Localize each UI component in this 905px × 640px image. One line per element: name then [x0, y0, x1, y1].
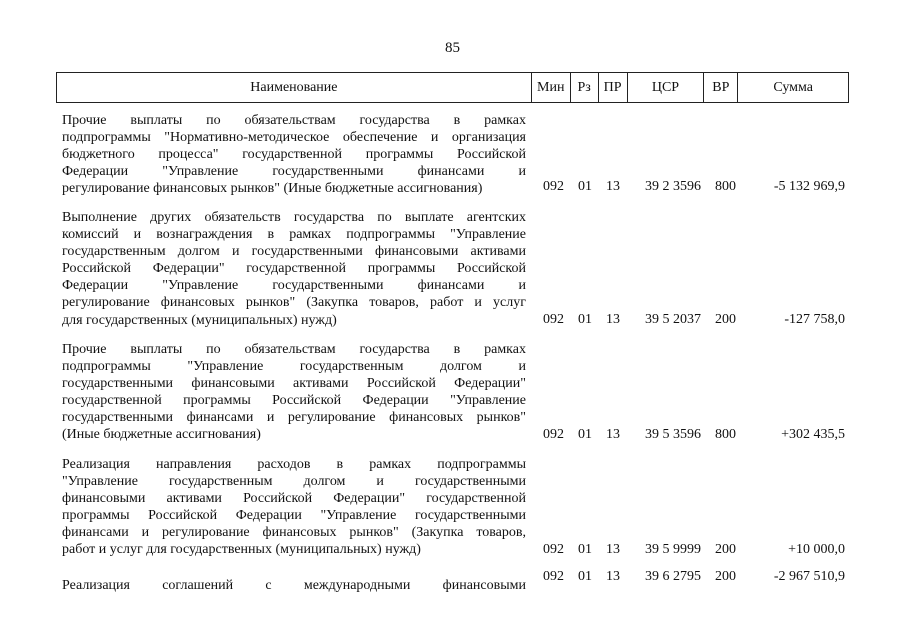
- cell-csr: 39 2 3596: [645, 179, 701, 194]
- description-line: бюджетного процесса" государственной программы Российской: [62, 147, 526, 163]
- cell-rz: 01: [578, 427, 592, 442]
- cell-pr: 13: [606, 569, 620, 584]
- cell-min: 092: [543, 542, 564, 557]
- cell-sum: -5 132 969,9: [773, 179, 845, 194]
- description-line: Российской Федерации" государственной программы Российской: [62, 261, 526, 277]
- description-line: Федерации "Управление государственными финансами и: [62, 278, 526, 294]
- cell-rz: 01: [578, 312, 592, 327]
- description-line: Реализация соглашений с международными финансовыми: [62, 578, 526, 593]
- cell-pr: 13: [606, 312, 620, 327]
- cell-rz: 01: [578, 542, 592, 557]
- description-line: "Управление государственным долгом и государственными: [62, 474, 526, 490]
- cell-min: 092: [543, 179, 564, 194]
- row-description: [62, 341, 526, 444]
- cell-csr: 39 6 2795: [645, 569, 701, 584]
- description-line: регулирование финансовых рынков" (Иные бюджетные ассигнования): [62, 181, 483, 197]
- cell-vr: 200: [715, 569, 736, 584]
- cell-vr: 200: [715, 542, 736, 557]
- cell-rz: 01: [578, 569, 592, 584]
- cell-csr: 39 5 3596: [645, 427, 701, 442]
- header-sum: Сумма: [737, 73, 848, 102]
- cell-rz: 01: [578, 179, 592, 194]
- description-line: Федерации "Управление государственными финансами и: [62, 164, 526, 180]
- cell-csr: 39 5 2037: [645, 312, 701, 327]
- cell-vr: 200: [715, 312, 736, 327]
- header-vr: ВР: [703, 73, 737, 102]
- description-line: Прочие выплаты по обязательствам государства в рамках: [62, 342, 526, 357]
- header-min: Мин: [531, 73, 570, 102]
- cell-min: 092: [543, 569, 564, 584]
- description-line: государственными финансовыми активами Российской Федерации": [62, 376, 526, 392]
- description-line: государственной программы Российской Федерации "Управление: [62, 393, 526, 409]
- description-line: программы Российской Федерации "Управление государственными: [62, 508, 526, 524]
- cell-sum: +10 000,0: [788, 542, 845, 557]
- cell-pr: 13: [606, 179, 620, 194]
- description-line: государственным долгом и государственными финансовыми активами: [62, 244, 526, 260]
- description-line: Прочие выплаты по обязательствам государства в рамках: [62, 113, 526, 128]
- header-name: Наименование: [250, 79, 338, 95]
- description-line: регулирование финансовых рынков" (Закупка товаров, работ и услуг: [62, 295, 526, 311]
- cell-sum: +302 435,5: [781, 427, 845, 442]
- description-line: финансовыми активами Российской Федерации" государственной: [62, 491, 526, 507]
- row-description: [62, 209, 526, 329]
- header-pr: ПР: [598, 73, 627, 102]
- row-description: [62, 577, 526, 594]
- cell-min: 092: [543, 427, 564, 442]
- cell-pr: 13: [606, 542, 620, 557]
- description-line: комиссий и вознаграждения в рамках подпрограммы "Управление: [62, 227, 526, 243]
- cell-pr: 13: [606, 427, 620, 442]
- row-description: [62, 112, 526, 197]
- description-line: для государственных (муниципальных) нужд): [62, 312, 337, 328]
- cell-min: 092: [543, 312, 564, 327]
- description-line: государственными финансами и регулирование финансовых рынков": [62, 410, 526, 426]
- description-line: работ и услуг для государственных (муниципальных) нужд): [62, 542, 421, 558]
- description-line: подпрограммы "Управление государственным долгом и: [62, 359, 526, 375]
- header-csr: ЦСР: [627, 73, 704, 102]
- cell-sum: -127 758,0: [784, 312, 845, 327]
- description-line: Выполнение других обязательств государства по выплате агентских: [62, 210, 526, 225]
- cell-csr: 39 5 9999: [645, 542, 701, 557]
- row-description: [62, 456, 526, 559]
- cell-sum: -2 967 510,9: [773, 569, 845, 584]
- description-line: финансами и регулирование финансовых рынков" (Закупка товаров,: [62, 525, 526, 541]
- description-line: (Иные бюджетные ассигнования): [62, 427, 261, 443]
- table-header: [56, 72, 849, 103]
- description-line: Реализация направления расходов в рамках подпрограммы: [62, 457, 526, 472]
- cell-vr: 800: [715, 179, 736, 194]
- page-number: 85: [445, 40, 460, 56]
- cell-vr: 800: [715, 427, 736, 442]
- header-rz: Рз: [570, 73, 598, 102]
- description-line: подпрограммы "Нормативно-методическое обеспечение и организация: [62, 130, 526, 146]
